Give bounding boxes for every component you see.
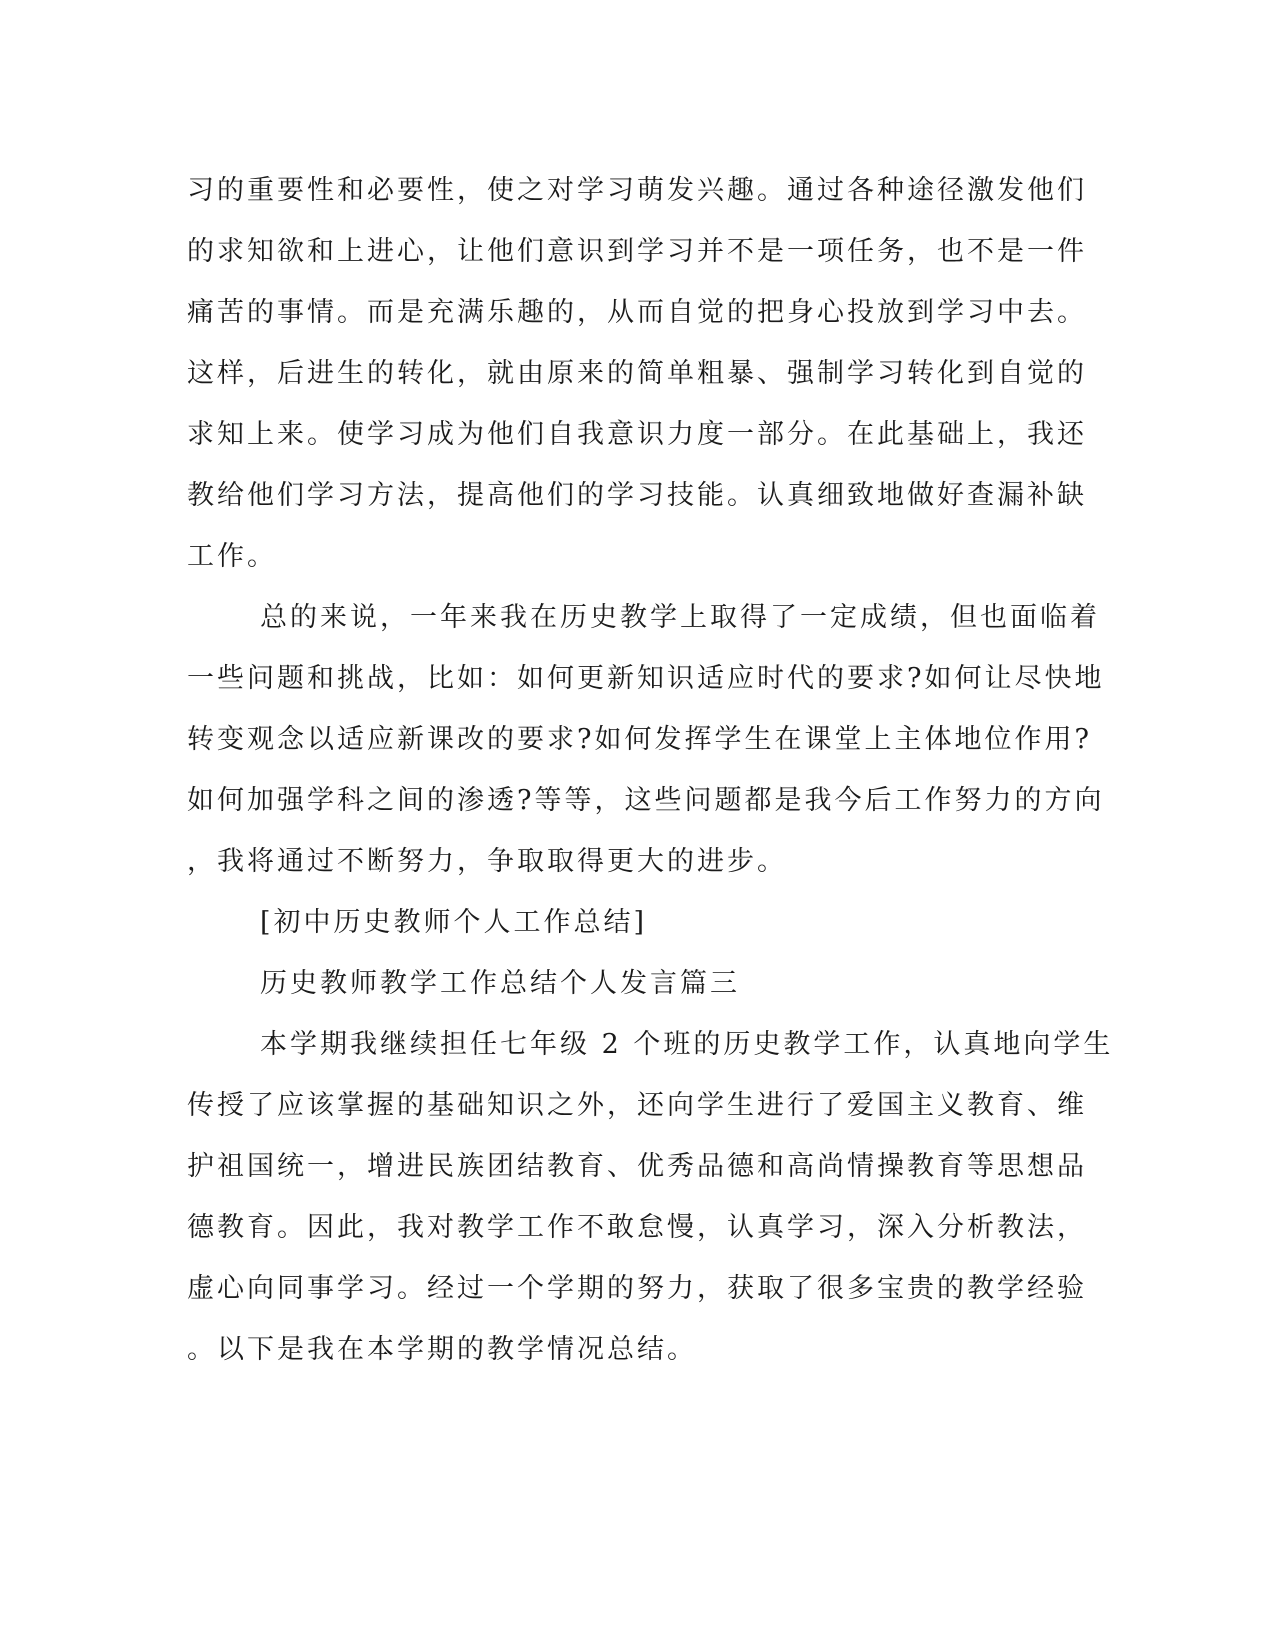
- text-line: 求知上来。使学习成为他们自我意识力度一部分。在此基础上，我还: [187, 419, 1087, 450]
- text-line: 德教育。因此，我对教学工作不敢怠慢，认真学习，深入分析教法，: [187, 1212, 1087, 1243]
- paragraph-start-line: 总的来说，一年来我在历史教学上取得了一定成绩，但也面临着: [260, 602, 1100, 633]
- text-line: 痛苦的事情。而是充满乐趣的，从而自觉的把身心投放到学习中去。: [187, 297, 1087, 328]
- text-line: 传授了应该掌握的基础知识之外，还向学生进行了爱国主义教育、维: [187, 1090, 1087, 1121]
- document-body: [187, 160, 1114, 1380]
- text-line: 。以下是我在本学期的教学情况总结。: [187, 1334, 697, 1365]
- text-line: ，我将通过不断努力，争取取得更大的进步。: [187, 846, 787, 877]
- text-line: 转变观念以适应新课改的要求?如何发挥学生在课堂上主体地位作用?: [187, 724, 1092, 755]
- text-line: 工作。: [187, 541, 277, 572]
- text-line: 如何加强学科之间的渗透?等等，这些问题都是我今后工作努力的方向: [187, 785, 1105, 816]
- text-line: 虚心向同事学习。经过一个学期的努力，获取了很多宝贵的教学经验: [187, 1273, 1087, 1304]
- text-line: 教给他们学习方法，提高他们的学习技能。认真细致地做好查漏补缺: [187, 480, 1087, 511]
- section-heading: 历史教师教学工作总结个人发言篇三: [260, 968, 740, 999]
- bracket-title-line: [初中历史教师个人工作总结]: [260, 907, 648, 938]
- paragraph-start-line: 本学期我继续担任七年级 2 个班的历史教学工作，认真地向学生: [260, 1029, 1114, 1060]
- text-line: 这样，后进生的转化，就由原来的简单粗暴、强制学习转化到自觉的: [187, 358, 1087, 389]
- text-line: 习的重要性和必要性，使之对学习萌发兴趣。通过各种途径激发他们: [187, 175, 1087, 206]
- text-line: 一些问题和挑战，比如：如何更新知识适应时代的要求?如何让尽快地: [187, 663, 1105, 694]
- text-line: 护祖国统一，增进民族团结教育、优秀品德和高尚情操教育等思想品: [187, 1151, 1087, 1182]
- text-line: 的求知欲和上进心，让他们意识到学习并不是一项任务，也不是一件: [187, 236, 1087, 267]
